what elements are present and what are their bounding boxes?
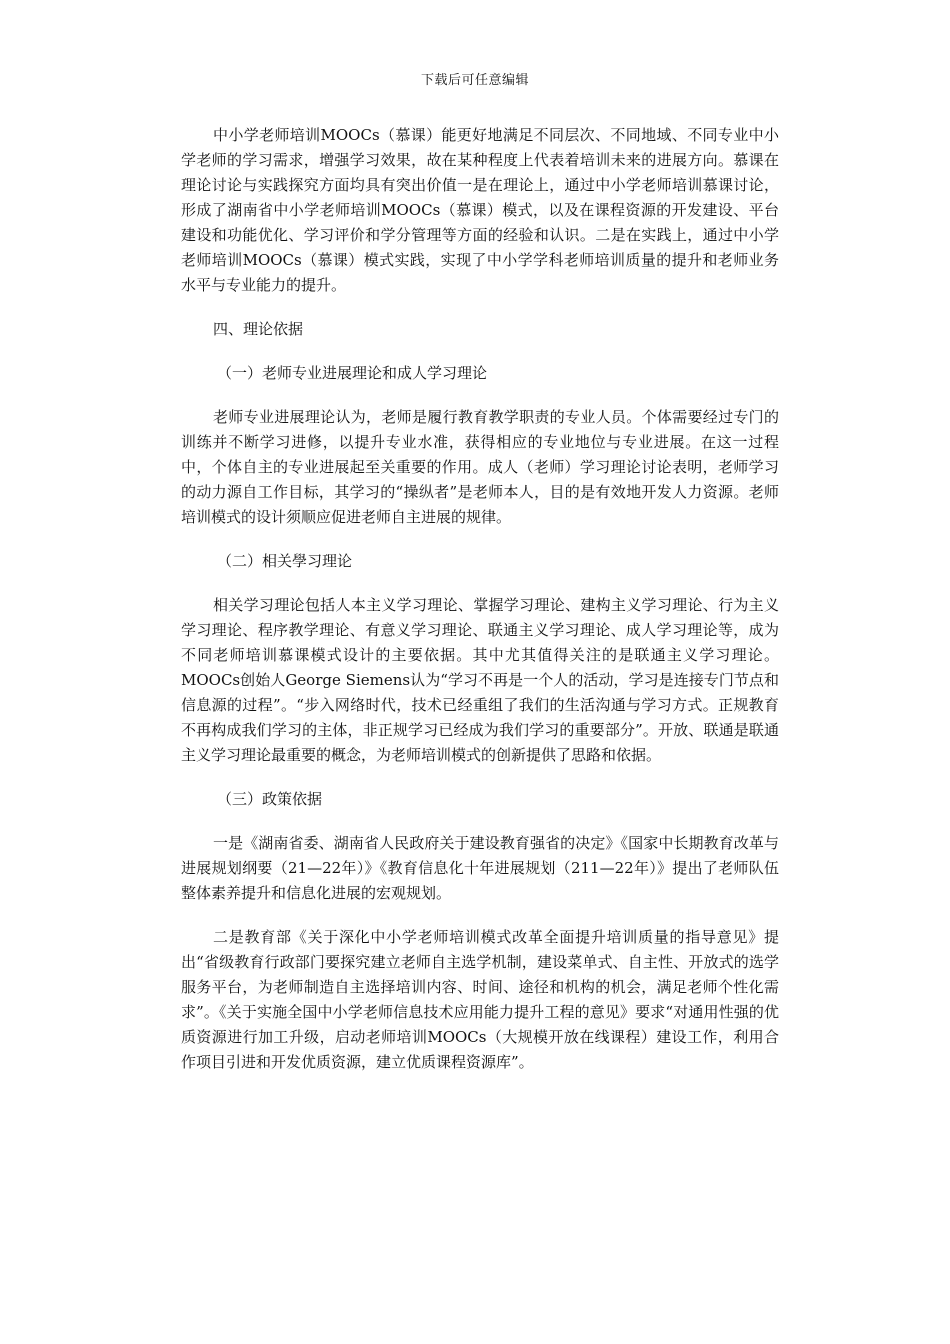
paragraph-professional-development: 老师专业进展理论认为，老师是履行教育教学职责的专业人员。个体需要经过专门的训练并不断学习进修，以提升专业水准，获得相应的专业地位与专业进展。在这一过程中，个体自主的专业进展起至关重要的作用。成人（老师）学习理论讨论表明，老师学习的动力源自工作目标，其学习的“操纵者”是老师本人，目的是有效地开发人力资源。老师培训模式的设计须顺应促进老师自主进展的规律。 — [181, 408, 779, 526]
page-header: 下载后可任意编辑 — [420, 73, 529, 88]
paragraph-policy-hunan: 一是《湖南省委、湖南省人民政府关于建设教育强省的决定》《国家中长期教育改革与进展规划纲要（21—22年）》《教育信息化十年进展规划（211—22年）》提出了老师队伍整体素养提升和信息化进展的宏观规划。 — [181, 834, 779, 902]
section-heading-theory-basis: 四、理论依据 — [213, 320, 304, 338]
subheading-learning-theories: （二）相关學习理论 — [217, 552, 353, 570]
subheading-professional-development: （一）老师专业进展理论和成人学习理论 — [217, 364, 488, 382]
document-body — [181, 123, 779, 1094]
paragraph-learning-theories: 相关学习理论包括人本主义学习理论、掌握学习理论、建构主义学习理论、行为主义学习理论、程序教学理论、有意义学习理论、联通主义学习理论、成人学习理论等，成为不同老师培训慕课模式设计的主要依据。其中尤其值得关注的是联通主义学习理论。MOOCs创始人George Siemens认为“学习不再是一个人的活动，学习是连接专门节点和信息源的过程”。“步入网络时代，技术已经重组了我们的生活沟通与学习方式。正规教育不再构成我们学习的主体，非正规学习已经成为我们学习的重要部分”。开放、联通是联通主义学习理论最重要的概念，为老师培训模式的创新提供了思路和依据。 — [181, 596, 779, 764]
paragraph-mooc-value: 中小学老师培训MOOCs（慕课）能更好地满足不同层次、不同地域、不同专业中小学老师的学习需求，增强学习效果，故在某种程度上代表着培训未来的进展方向。慕课在理论讨论与实践探究方面均具有突出价值一是在理论上，通过中小学老师培训慕课讨论，形成了湖南省中小学老师培训MOOCs（慕课）模式，以及在课程资源的开发建设、平台建设和功能优化、学习评价和学分管理等方面的经验和认识。二是在实践上，通过中小学老师培训MOOCs（慕课）模式实践，实现了中小学学科老师培训质量的提升和老师业务水平与专业能力的提升。 — [181, 126, 779, 294]
paragraph-policy-ministry: 二是教育部《关于深化中小学老师培训模式改革全面提升培训质量的指导意见》提出“省级教育行政部门要探究建立老师自主选学机制，建设菜单式、自主性、开放式的选学服务平台，为老师制造自主选择培训内容、时间、途径和机构的机会，满足老师个性化需求”。《关于实施全国中小学老师信息技术应用能力提升工程的意见》要求“对通用性强的优质资源进行加工升级，启动老师培训MOOCs（大规模开放在线课程）建设工作，利用合作项目引进和开发优质资源，建立优质课程资源库”。 — [181, 928, 779, 1071]
subheading-policy-basis: （三）政策依据 — [217, 790, 323, 808]
